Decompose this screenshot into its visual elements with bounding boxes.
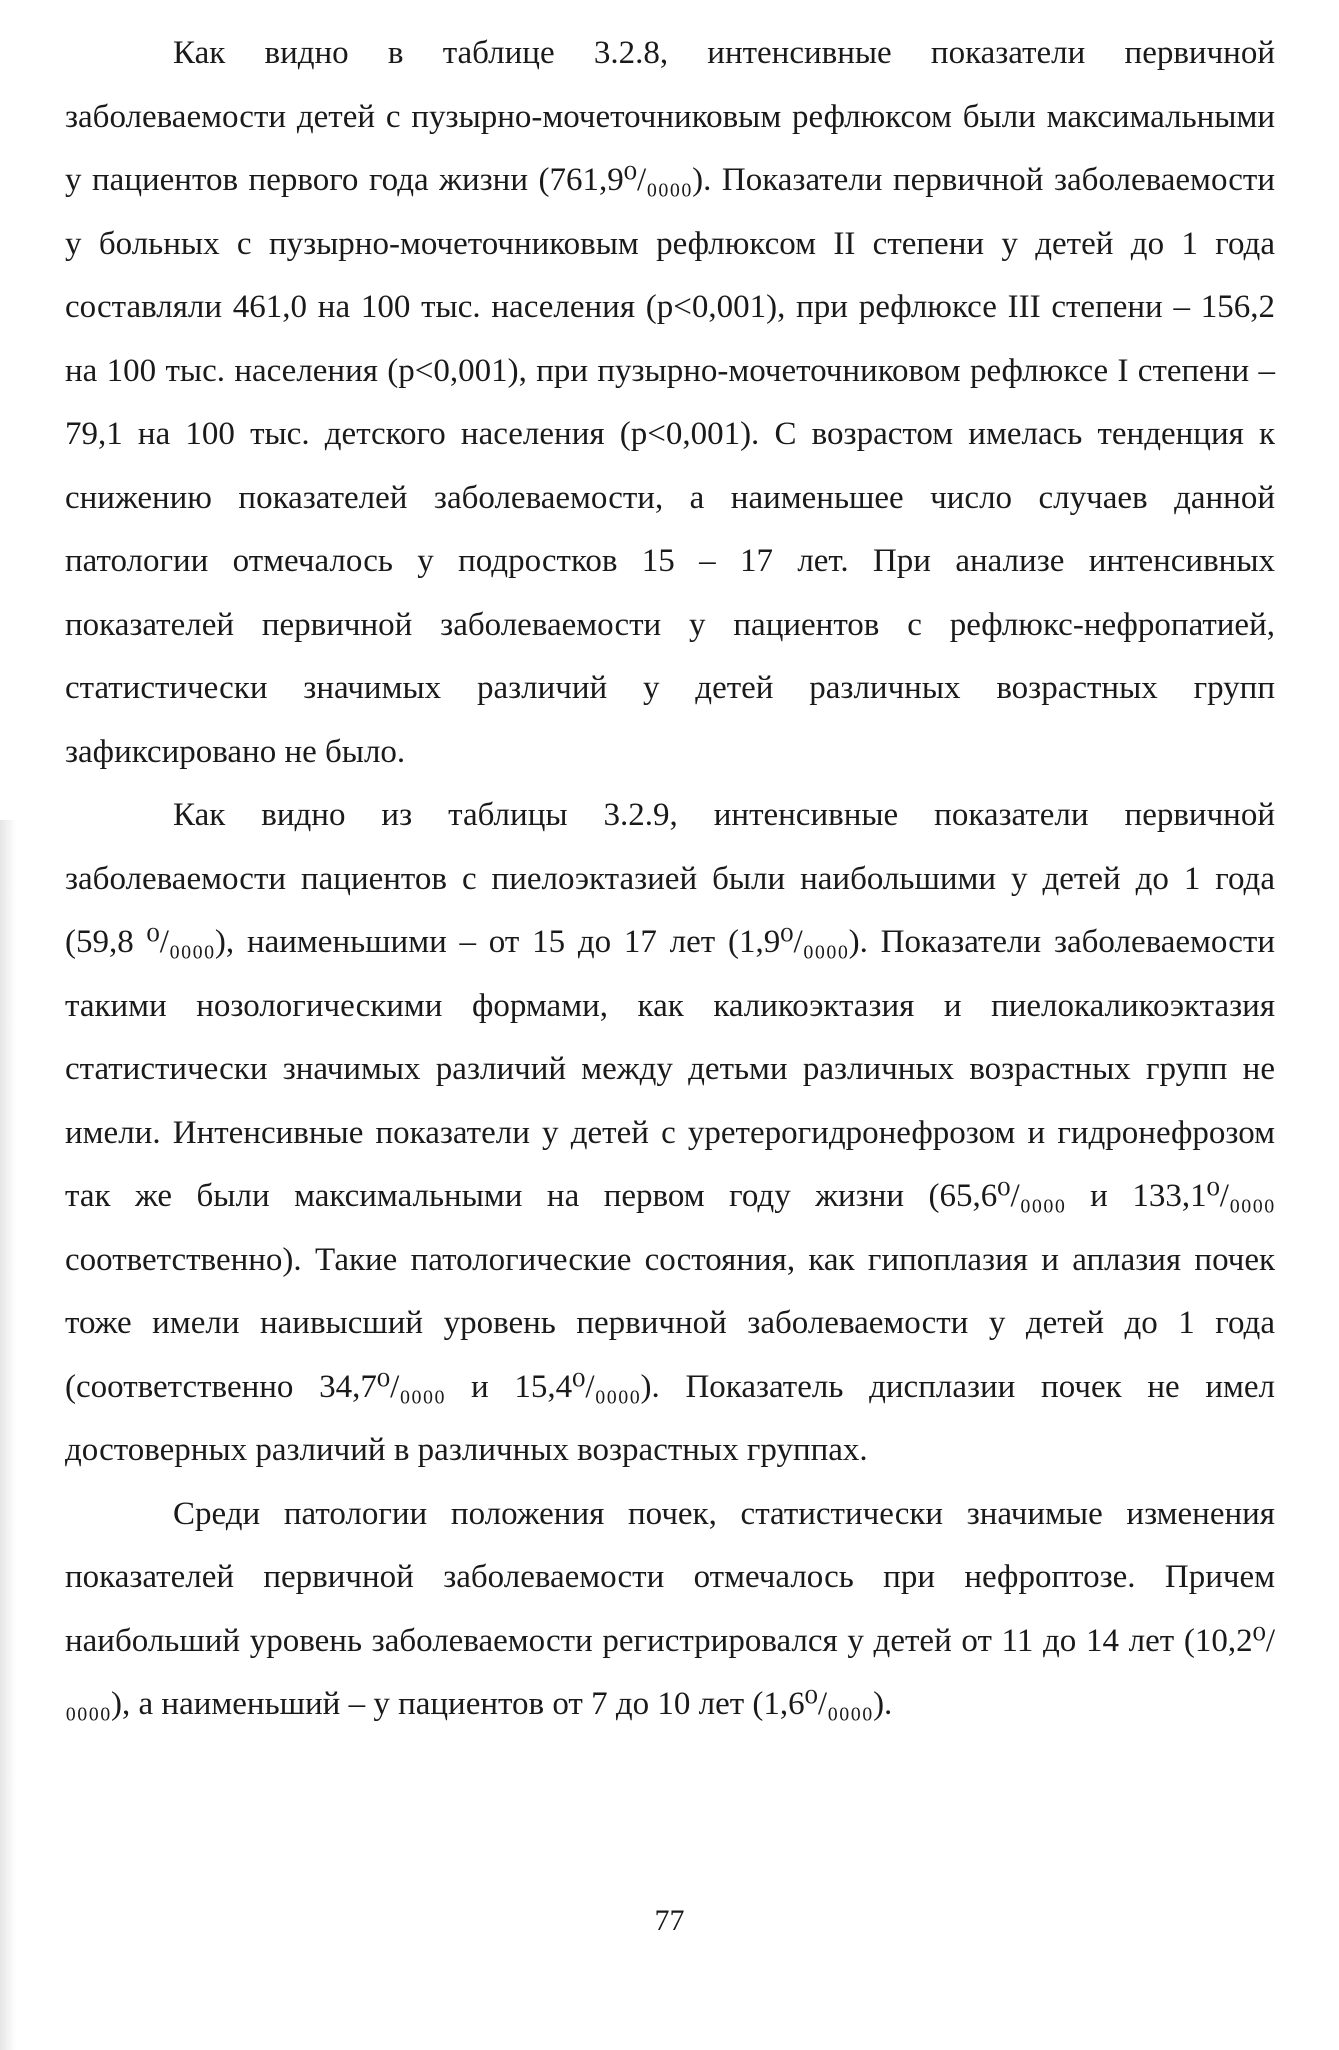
page-number: 77 <box>654 1904 685 1937</box>
scan-edge-shadow <box>0 820 16 2050</box>
document-body <box>65 22 1275 1737</box>
paragraph-1: Как видно в таблице 3.2.8, интенсивные показатели первичной заболеваемости детей с пузырно-мочеточниковым рефлюксом были максимальными у пациентов первого года жизни (761,9⁰/₀₀₀₀). Показатели первичной заболеваемости у больных с пузырно-мочеточниковым рефлюксом II степени у детей до 1 года составляли 461,0 на 100 тыс. населения (р<0,001), при рефлюксе III степени – 156,2 на 100 тыс. населения (р<0,001), при пузырно-мочеточниковом рефлюксе I степени – 79,1 на 100 тыс. детского населения (р<0,001). С возрастом имелась тенденция к снижению показателей заболеваемости, а наименьшее число случаев данной патологии отмечалось у подростков 15 – 17 лет. При анализе интенсивных показателей первичной заболеваемости у пациентов с рефлюкс-нефропатией, статистически значимых различий у детей различных возрастных групп зафиксировано не было. <box>65 35 1275 770</box>
paragraph-3: Среди патологии положения почек, статистически значимые изменения показателей первичной заболеваемости отмечалось при нефроптозе. Причем наибольший уровень заболеваемости регистрировался у детей от 11 до 14 лет (10,2⁰/₀₀₀₀), а наименьший – у пациентов от 7 до 10 лет (1,6⁰/₀₀₀₀). <box>65 1495 1275 1722</box>
paragraph-2: Как видно из таблицы 3.2.9, интенсивные показатели первичной заболеваемости пациентов с пиелоэктазией были наибольшими у детей до 1 года (59,8 ⁰/₀₀₀₀), наименьшими – от 15 до 17 лет (1,9⁰/₀₀₀₀). Показатели заболеваемости такими нозологическими формами, как каликоэктазия и пиелокаликоэктазия статистически значимых различий между детьми различных возрастных групп не имели. Интенсивные показатели у детей с уретерогидронефрозом и гидронефрозом так же были максимальными на первом году жизни (65,6⁰/₀₀₀₀ и 133,1⁰/₀₀₀₀ соответственно). Такие патологические состояния, как гипоплазия и аплазия почек тоже имели наивысший уровень первичной заболеваемости у детей до 1 года (соответственно 34,7⁰/₀₀₀₀ и 15,4⁰/₀₀₀₀). Показатель дисплазии почек не имел достоверных различий в различных возрастных группах. <box>65 797 1275 1468</box>
